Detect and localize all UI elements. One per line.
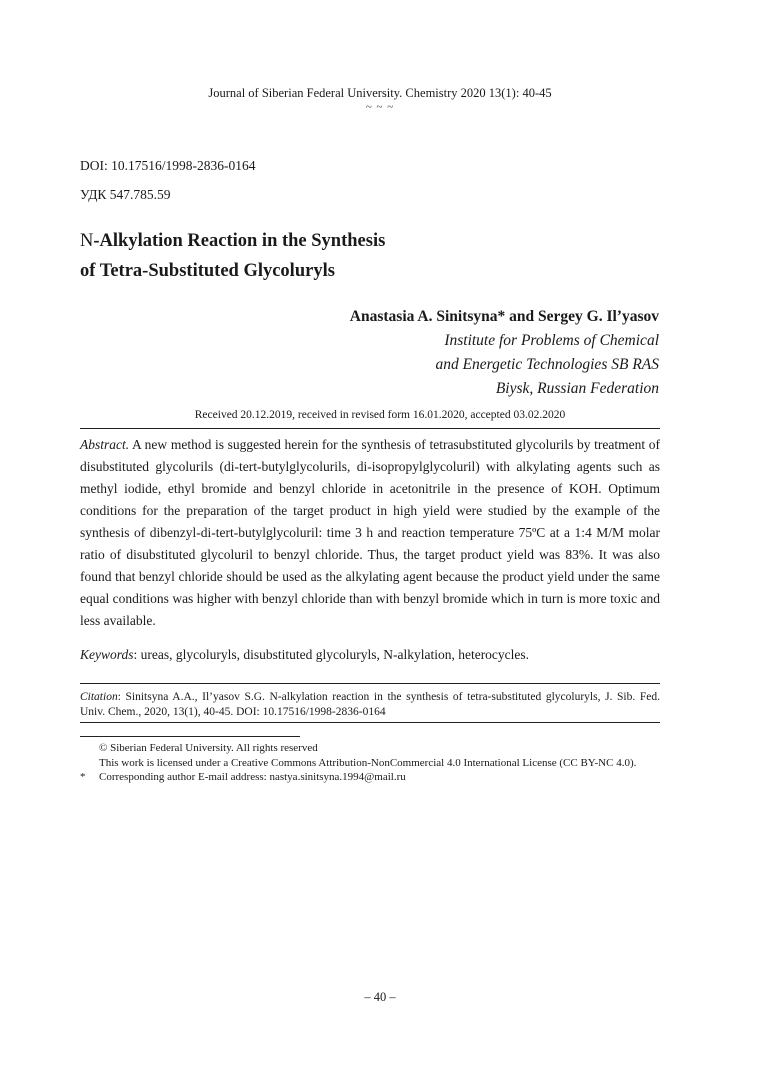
footnote-corresponding: * Corresponding author E-mail address: nastya.sinitsyna.1994@mail.ru xyxy=(80,771,406,783)
citation-label: Citation xyxy=(80,691,118,703)
abstract-label: Abstract. xyxy=(80,437,130,452)
keywords xyxy=(80,647,660,663)
footnotes xyxy=(80,741,670,785)
journal-header: Journal of Siberian Federal University. Chemistry 2020 13(1): 40-45 xyxy=(208,86,552,100)
page-number: – 40 – xyxy=(364,990,396,1004)
divider-citation-bottom xyxy=(80,722,660,723)
doi-line: DOI: 10.17516/1998-2836-0164 xyxy=(80,158,256,173)
keywords-label: Keywords xyxy=(80,647,134,662)
abstract xyxy=(80,434,660,632)
abstract-text: A new method is suggested herein for the synthesis of tetrasubstituted glycolurils by treatment of disubstituted glycolurils (di-tert-butylglycolurils, di-isopropylglycoluril) with alkylating agents such as methyl iodide, ethyl bromide and benzyl chloride in acetonitrile in the presence of KOH. Optimum conditions for the preparation of the target product in high yield were studied by the example of the synthesis of dibenzyl-di-tert-butylglycoluril: time 3 h and reaction temperature 75ºC at a 1:4 M/M molar ratio of disubstituted glycoluril to benzyl chloride. Thus, the target product yield was 83%. It was also found that benzyl chloride should be used as the alkylating agent because the product yield under the same equal conditions was higher with benzyl chloride than with benzyl bromide which in turn is more toxic and less available. xyxy=(80,437,660,628)
author-names: Anastasia A. Sinitsyna* and Sergey G. Il’yasov xyxy=(349,308,659,325)
received-dates: Received 20.12.2019, received in revised form 16.01.2020, accepted 03.02.2020 xyxy=(194,409,566,421)
article-title xyxy=(80,226,500,286)
footnote-copyright: © Siberian Federal University. All rights reserved xyxy=(99,742,318,754)
citation xyxy=(80,690,660,720)
title-first-letter: N xyxy=(80,231,94,251)
affiliation-line1: Institute for Problems of Chemical xyxy=(444,332,659,349)
footnote-rule xyxy=(80,736,300,737)
divider-top xyxy=(80,428,660,429)
citation-text: : Sinitsyna A.A., Il’yasov S.G. N-alkylation reaction in the synthesis of tetra-substituted glycoluryls, J. Sib. Fed. Univ. Chem., 2020, 13(1), 40-45. DOI: 10.17516/1998-2836-0164 xyxy=(80,691,660,718)
affiliation-line2: and Energetic Technologies SB RAS xyxy=(435,356,659,373)
divider-citation-top xyxy=(80,683,660,684)
affiliation-line3: Biysk, Russian Federation xyxy=(495,380,659,397)
keywords-text: : ureas, glycoluryls, disubstituted glycoluryls, N-alkylation, heterocycles. xyxy=(133,647,530,662)
header-ornament: ~ ~ ~ xyxy=(365,101,395,113)
footnote-license: This work is licensed under a Creative Commons Attribution-NonCommercial 4.0 International License (CC BY-NC 4.0). xyxy=(99,756,637,769)
authors-block xyxy=(350,305,659,401)
title-line1: -Alkylation Reaction in the Synthesis xyxy=(93,231,386,251)
udc-line: УДК 547.785.59 xyxy=(80,187,171,202)
title-line2: of Tetra-Substituted Glycoluryls xyxy=(80,261,335,281)
